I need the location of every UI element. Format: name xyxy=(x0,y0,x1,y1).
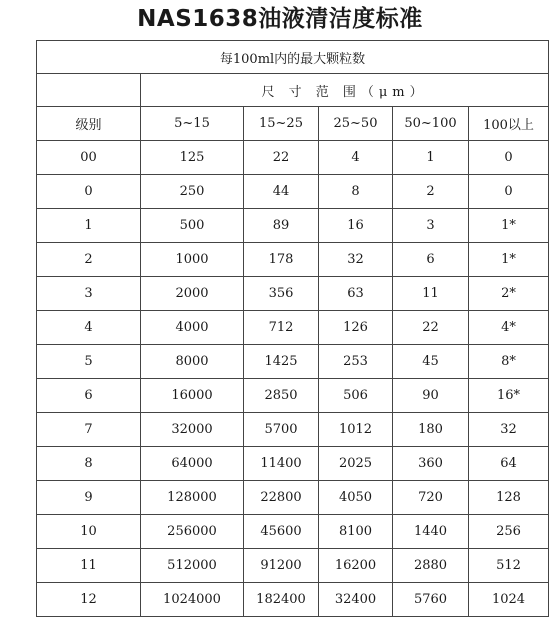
count-cell: 11400 xyxy=(244,447,319,481)
count-cell: 0 xyxy=(469,141,549,175)
count-cell: 16200 xyxy=(319,549,393,583)
grade-cell: 6 xyxy=(37,379,141,413)
count-cell: 1000 xyxy=(141,243,244,277)
count-cell: 256000 xyxy=(141,515,244,549)
count-cell: 16000 xyxy=(141,379,244,413)
count-cell: 4* xyxy=(469,311,549,345)
count-cell: 8* xyxy=(469,345,549,379)
count-cell: 1* xyxy=(469,209,549,243)
count-cell: 1024 xyxy=(469,583,549,617)
table-row xyxy=(37,515,549,549)
count-cell: 178 xyxy=(244,243,319,277)
count-cell: 1012 xyxy=(319,413,393,447)
count-cell: 64000 xyxy=(141,447,244,481)
count-cell: 90 xyxy=(393,379,469,413)
column-header: 15~25 xyxy=(244,107,319,141)
table-row xyxy=(37,447,549,481)
table-row xyxy=(37,481,549,515)
count-cell: 0 xyxy=(469,175,549,209)
count-cell: 22 xyxy=(393,311,469,345)
grade-cell: 10 xyxy=(37,515,141,549)
grade-cell: 0 xyxy=(37,175,141,209)
count-cell: 44 xyxy=(244,175,319,209)
header-size-range: 尺 寸 范 围（μm） xyxy=(141,74,549,107)
table-row xyxy=(37,243,549,277)
table-row xyxy=(37,345,549,379)
grade-cell: 8 xyxy=(37,447,141,481)
grade-cell: 7 xyxy=(37,413,141,447)
count-cell: 506 xyxy=(319,379,393,413)
count-cell: 250 xyxy=(141,175,244,209)
grade-cell: 00 xyxy=(37,141,141,175)
table-row xyxy=(37,277,549,311)
table-row xyxy=(37,583,549,617)
count-cell: 126 xyxy=(319,311,393,345)
count-cell: 16 xyxy=(319,209,393,243)
count-cell: 1 xyxy=(393,141,469,175)
count-cell: 1425 xyxy=(244,345,319,379)
count-cell: 180 xyxy=(393,413,469,447)
cleanliness-table xyxy=(36,40,549,617)
count-cell: 512000 xyxy=(141,549,244,583)
header-row-range xyxy=(37,74,549,107)
count-cell: 16* xyxy=(469,379,549,413)
header-max-particles: 每100ml内的最大颗粒数 xyxy=(37,41,549,74)
grade-cell: 1 xyxy=(37,209,141,243)
count-cell: 2880 xyxy=(393,549,469,583)
column-header: 级别 xyxy=(37,107,141,141)
count-cell: 11 xyxy=(393,277,469,311)
count-cell: 8000 xyxy=(141,345,244,379)
column-header: 100以上 xyxy=(469,107,549,141)
count-cell: 125 xyxy=(141,141,244,175)
count-cell: 712 xyxy=(244,311,319,345)
count-cell: 32 xyxy=(469,413,549,447)
count-cell: 2850 xyxy=(244,379,319,413)
count-cell: 32400 xyxy=(319,583,393,617)
table-row xyxy=(37,141,549,175)
count-cell: 45600 xyxy=(244,515,319,549)
count-cell: 3 xyxy=(393,209,469,243)
count-cell: 8 xyxy=(319,175,393,209)
count-cell: 1024000 xyxy=(141,583,244,617)
count-cell: 91200 xyxy=(244,549,319,583)
count-cell: 360 xyxy=(393,447,469,481)
count-cell: 4000 xyxy=(141,311,244,345)
table-row xyxy=(37,209,549,243)
count-cell: 22 xyxy=(244,141,319,175)
column-header: 50~100 xyxy=(393,107,469,141)
grade-cell: 4 xyxy=(37,311,141,345)
count-cell: 500 xyxy=(141,209,244,243)
count-cell: 720 xyxy=(393,481,469,515)
count-cell: 356 xyxy=(244,277,319,311)
grade-cell: 3 xyxy=(37,277,141,311)
count-cell: 182400 xyxy=(244,583,319,617)
header-row-main xyxy=(37,41,549,74)
count-cell: 64 xyxy=(469,447,549,481)
count-cell: 128 xyxy=(469,481,549,515)
count-cell: 1440 xyxy=(393,515,469,549)
header-blank-cell xyxy=(37,74,141,107)
grade-cell: 12 xyxy=(37,583,141,617)
column-header: 25~50 xyxy=(319,107,393,141)
header-row-columns xyxy=(37,107,549,141)
grade-cell: 11 xyxy=(37,549,141,583)
count-cell: 6 xyxy=(393,243,469,277)
count-cell: 1* xyxy=(469,243,549,277)
count-cell: 45 xyxy=(393,345,469,379)
table-row xyxy=(37,379,549,413)
count-cell: 5760 xyxy=(393,583,469,617)
grade-cell: 5 xyxy=(37,345,141,379)
count-cell: 4 xyxy=(319,141,393,175)
table-row xyxy=(37,549,549,583)
count-cell: 2025 xyxy=(319,447,393,481)
count-cell: 2 xyxy=(393,175,469,209)
count-cell: 2000 xyxy=(141,277,244,311)
column-header: 5~15 xyxy=(141,107,244,141)
count-cell: 32000 xyxy=(141,413,244,447)
count-cell: 4050 xyxy=(319,481,393,515)
count-cell: 512 xyxy=(469,549,549,583)
table-row xyxy=(37,413,549,447)
count-cell: 63 xyxy=(319,277,393,311)
table-row xyxy=(37,175,549,209)
count-cell: 8100 xyxy=(319,515,393,549)
grade-cell: 2 xyxy=(37,243,141,277)
count-cell: 89 xyxy=(244,209,319,243)
count-cell: 22800 xyxy=(244,481,319,515)
count-cell: 5700 xyxy=(244,413,319,447)
count-cell: 32 xyxy=(319,243,393,277)
count-cell: 253 xyxy=(319,345,393,379)
page-title: NAS1638油液清洁度标准 xyxy=(137,6,423,32)
count-cell: 2* xyxy=(469,277,549,311)
count-cell: 256 xyxy=(469,515,549,549)
grade-cell: 9 xyxy=(37,481,141,515)
count-cell: 128000 xyxy=(141,481,244,515)
table-row xyxy=(37,311,549,345)
